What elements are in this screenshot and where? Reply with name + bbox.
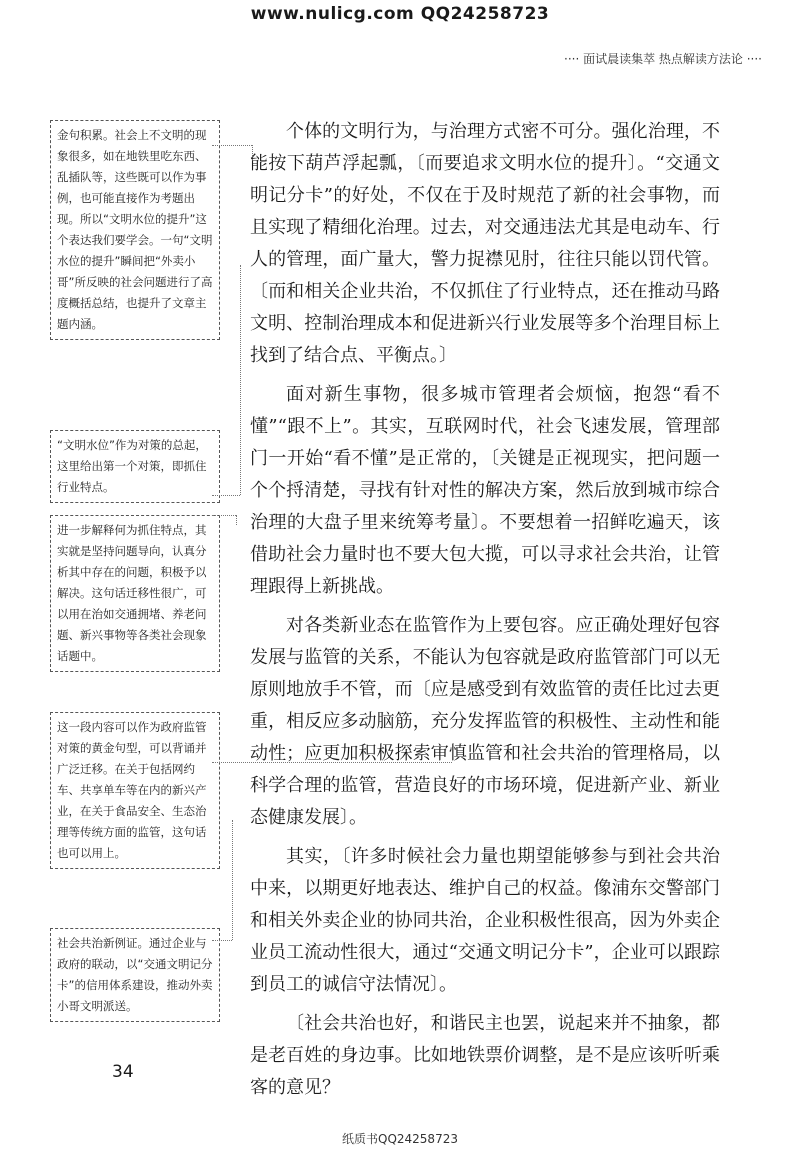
running-head: ···· 面试晨读集萃 热点解读方法论 ···· [564,52,762,66]
note-connector-3 [212,515,236,516]
main-article [250,116,720,1111]
side-note-5: 社会共治新例证。通过企业与政府的联动，以“交通文明记分卡”的信用体系建设，推动外卖小哥文明派送。 [50,928,220,1022]
note-connector-3-vertical [236,515,237,525]
note-connector-2-vertical [240,265,241,495]
side-note-4: 这一段内容可以作为政府监管对策的黄金句型，可以背诵并广泛迁移。在关于包括网约车、共享单车等在内的新兴产业，在关于食品安全、生态治理等传统方面的监管，这句话也可以用上。 [50,712,220,869]
bottom-watermark: 纸质书QQ24258723 [342,1132,458,1146]
note-connector-2 [212,495,240,496]
paragraph: 其实，〔许多时候社会力量也期望能够参与到社会共治中来，以期更好地表达、维护自己的权益。像浦东交警部门和相关外卖企业的协同共治，企业积极性很高，因为外卖企业员工流动性很大，通过“交通文明记分卡”，企业可以跟踪到员工的诚信守法情况〕。 [250,846,720,995]
paragraph: 个体的文明行为，与治理方式密不可分。强化治理，不能按下葫芦浮起瓢，〔而要追求文明水位的提升〕。“交通文明记分卡”的好处，不仅在于及时规范了新的社会事物，而且实现了精细化治理。过去，对交通违法尤其是电动车、行人的管理，面广量大，警力捉襟见肘，往往只能以罚代管。〔而和相关企业共治，不仅抓住了行业特点，还在推动马路文明、控制治理成本和促进新兴行业发展等多个治理目标上找到了结合点、平衡点。〕 [250,121,720,366]
side-note-3: 进一步解释何为抓住特点，其实就是坚持问题导向，认真分析其中存在的问题，积极予以解决。这句话迁移性很广，可以用在治如交通拥堵、养老问题、新兴事物等各类社会现象话题中。 [50,515,220,672]
top-watermark: www.nulicg.com QQ24258723 [250,4,550,24]
paragraph: 对各类新业态在监管作为上要包容。应正确处理好包容发展与监管的关系，不能认为包容就是政府监管部门可以无原则地放手不管，而〔应是感受到有效监管的责任比过去更重，相反应多动脑筋，充分发挥监管的积极性、主动性和能动性；应更加积极探索审慎监管和社会共治的管理格局，以科学合理的监管，营造良好的市场环境，促进新产业、新业态健康发展〕。 [250,615,720,828]
paragraph: 〔社会共治也好，和谐民主也罢，说起来并不抽象，都是老百姓的身边事。比如地铁票价调整，是不是应该听听乘客的意见？ [250,1013,720,1098]
paragraph: 面对新生事物，很多城市管理者会烦恼，抱怨“看不懂”“跟不上”。其实，互联网时代，社会飞速发展，管理部门一开始“看不懂”是正常的，〔关键是正视现实，把问题一个个捋清楚，寻找有针对性的解决方案，然后放到城市综合治理的大盘子里来统筹考量〕。不要想着一招鲜吃遍天，该借助社会力量时也不要大包大揽，可以寻求社会共治，让管理跟得上新挑战。 [250,384,720,597]
side-note-1: 金句积累。社会上不文明的现象很多，如在地铁里吃东西、乱插队等，这些既可以作为事例，也可能直接作为考题出现。所以“文明水位的提升”这个表达我们要学会。一句“文明水位的提升”瞬间把“外卖小哥”所反映的社会问题进行了高度概括总结，也提升了文章主题内涵。 [50,120,220,340]
note-connector-5 [212,940,232,941]
note-connector-5-vertical [232,820,233,940]
page-number: 34 [112,1062,134,1082]
note-connector-1 [212,145,252,146]
side-note-2: “文明水位”作为对策的总起，这里给出第一个对策，即抓住行业特点。 [50,430,220,503]
